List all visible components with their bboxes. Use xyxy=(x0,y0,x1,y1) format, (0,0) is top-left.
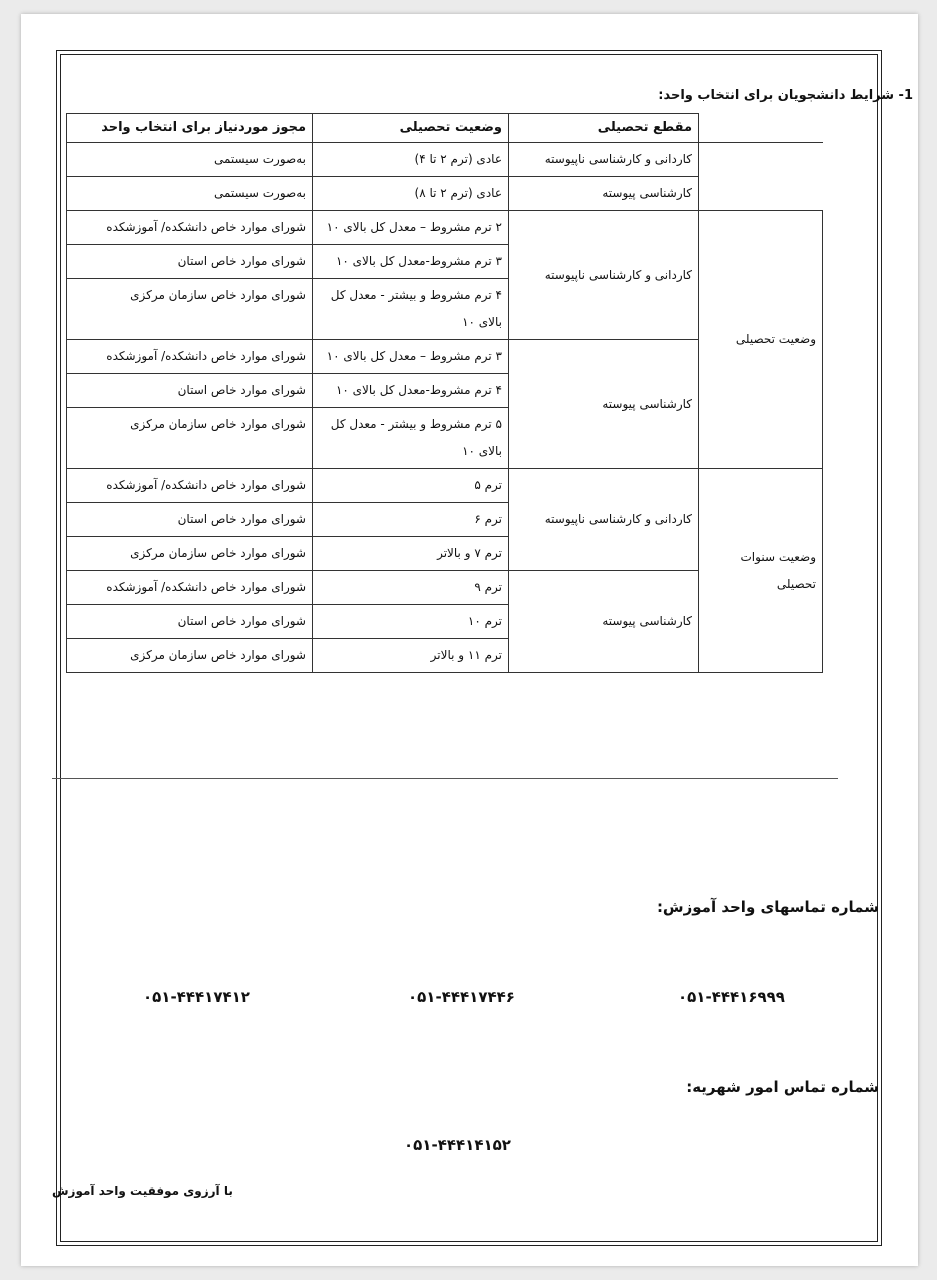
level-cell: کارشناسی پیوسته xyxy=(509,340,699,469)
status-cell: ۳ ترم مشروط – معدل کل بالای ۱۰ xyxy=(313,340,509,374)
header-status: وضعیت تحصیلی xyxy=(313,114,509,143)
category-cell: وضعیت تحصیلی xyxy=(699,211,823,469)
permit-cell: شورای موارد خاص استان xyxy=(67,503,313,537)
empty-category-cell xyxy=(699,143,823,211)
category-cell: وضعیت سنوات تحصیلی xyxy=(699,469,823,673)
permit-cell: شورای موارد خاص دانشکده/ آموزشکده xyxy=(67,469,313,503)
status-cell: ترم ۱۰ xyxy=(313,605,509,639)
permit-cell: شورای موارد خاص استان xyxy=(67,605,313,639)
permit-cell: شورای موارد خاص سازمان مرکزی xyxy=(67,408,313,469)
level-cell: کارشناسی پیوسته xyxy=(509,177,699,211)
conditions-table xyxy=(66,113,823,673)
status-cell: ۴ ترم مشروط و بیشتر - معدل کل بالای ۱۰ xyxy=(313,279,509,340)
permit-cell: به‌صورت سیستمی xyxy=(67,177,313,211)
status-cell: عادی (ترم ۲ تا ۴) xyxy=(313,143,509,177)
status-cell: ترم ۹ xyxy=(313,571,509,605)
tuition-contact-heading: شماره تماس امور شهریه: xyxy=(686,1078,879,1096)
header-level: مقطع تحصیلی xyxy=(509,114,699,143)
level-cell: کارشناسی پیوسته xyxy=(509,571,699,673)
status-cell: ترم ۶ xyxy=(313,503,509,537)
table-header-row xyxy=(67,114,823,143)
education-phone-3: ۰۵۱-۴۴۴۱۷۴۱۲ xyxy=(143,988,250,1006)
permit-cell: شورای موارد خاص سازمان مرکزی xyxy=(67,537,313,571)
status-cell: ترم ۵ xyxy=(313,469,509,503)
education-contacts-heading: شماره تماسهای واحد آموزش: xyxy=(656,898,879,916)
level-cell: کاردانی و کارشناسی ناپیوسته xyxy=(509,143,699,177)
education-phone-2: ۰۵۱-۴۴۴۱۷۴۴۶ xyxy=(408,988,515,1006)
permit-cell: شورای موارد خاص سازمان مرکزی xyxy=(67,279,313,340)
table-row xyxy=(67,211,823,245)
status-cell: ترم ۱۱ و بالاتر xyxy=(313,639,509,673)
status-cell: ۴ ترم مشروط-معدل کل بالای ۱۰ xyxy=(313,374,509,408)
permit-cell: شورای موارد خاص استان xyxy=(67,245,313,279)
section-title: 1- شرایط دانشجویان برای انتخاب واحد: xyxy=(658,88,913,103)
level-cell: کاردانی و کارشناسی ناپیوسته xyxy=(509,211,699,340)
header-permit: مجوز موردنیاز برای انتخاب واحد xyxy=(67,114,313,143)
divider-line xyxy=(52,778,838,779)
status-cell: ۵ ترم مشروط و بیشتر - معدل کل بالای ۱۰ xyxy=(313,408,509,469)
closing-note: با آرزوی موفقیت واحد آموزش xyxy=(52,1184,233,1198)
status-cell: ۳ ترم مشروط-معدل کل بالای ۱۰ xyxy=(313,245,509,279)
permit-cell: شورای موارد خاص دانشکده/ آموزشکده xyxy=(67,340,313,374)
permit-cell: شورای موارد خاص دانشکده/ آموزشکده xyxy=(67,571,313,605)
permit-cell: شورای موارد خاص دانشکده/ آموزشکده xyxy=(67,211,313,245)
permit-cell: به‌صورت سیستمی xyxy=(67,143,313,177)
status-cell: ۲ ترم مشروط – معدل کل بالای ۱۰ xyxy=(313,211,509,245)
education-phone-1: ۰۵۱-۴۴۴۱۶۹۹۹ xyxy=(678,988,785,1006)
table-row xyxy=(67,469,823,503)
table-row xyxy=(67,143,823,177)
header-corner xyxy=(699,114,823,143)
permit-cell: شورای موارد خاص سازمان مرکزی xyxy=(67,639,313,673)
status-cell: ترم ۷ و بالاتر xyxy=(313,537,509,571)
status-cell: عادی (ترم ۲ تا ۸) xyxy=(313,177,509,211)
tuition-phone: ۰۵۱-۴۴۴۱۴۱۵۲ xyxy=(404,1136,511,1154)
permit-cell: شورای موارد خاص استان xyxy=(67,374,313,408)
level-cell: کاردانی و کارشناسی ناپیوسته xyxy=(509,469,699,571)
